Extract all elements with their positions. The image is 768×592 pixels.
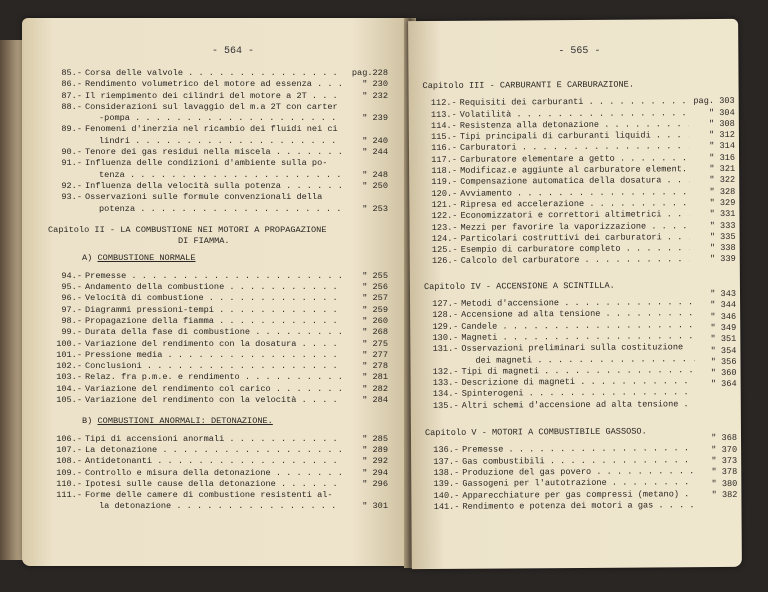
entry-title: Compensazione automatica della dosatura . . .: [457, 176, 689, 189]
entry-page: " 282: [362, 383, 388, 394]
entry-title: Forme delle camere di combustione resistenti al-: [85, 490, 333, 501]
entry-number: 96.-: [61, 293, 82, 304]
entry-number: 105.-: [56, 395, 82, 406]
toc-entry: [425, 399, 695, 412]
entry-page: " 339: [709, 254, 736, 265]
entry-page: " 259: [362, 304, 388, 315]
toc-entry: [48, 79, 388, 90]
entry-page: " 285: [362, 433, 388, 444]
entry-page: " 281: [362, 372, 388, 383]
entry-page: " 240: [362, 135, 388, 146]
entry-title: Premesse . . .: [82, 271, 342, 282]
toc-entry: [48, 445, 388, 456]
toc-entry: [48, 456, 388, 467]
entry-title: Carburatori . . .: [457, 142, 689, 155]
entry-title: Variazione del rendimento con la dosatura . . .: [82, 339, 342, 350]
toc-entry-continued: [48, 501, 388, 512]
entry-number: 137.-: [433, 456, 460, 467]
entry-title: Velocità di combustione . . .: [82, 293, 342, 304]
toc-entry: [48, 305, 388, 316]
entry-page: pag.228: [351, 68, 388, 78]
entry-title: Rendimento volumetrico del motore ad essenza . . .: [82, 79, 342, 90]
entry-page: " 370: [711, 444, 738, 455]
entry-page: " 343: [710, 288, 737, 300]
entry-page: " 360: [710, 367, 737, 379]
entry-title: Relaz. fra p.m.e. e rendimento . . .: [82, 372, 342, 383]
entry-page: " 329: [709, 197, 736, 209]
entry-title: Tipi di magneti . . .: [459, 365, 695, 378]
entry-title: Durata della fase di combustione . . .: [82, 327, 342, 338]
toc-entry: [425, 500, 695, 513]
entry-number: 86.-: [61, 79, 82, 90]
entry-title: Calcolo del carburatore . . .: [458, 255, 690, 268]
entry-number: 135.-: [432, 400, 459, 411]
entry-number: 109.-: [56, 467, 82, 478]
toc-block: [424, 288, 737, 412]
entry-title: Candele . . .: [458, 320, 694, 333]
toc-entry-continued: [48, 136, 388, 147]
toc-entry: [48, 181, 388, 192]
entry-title: Gassogeni per l'autotrazione . . .: [459, 477, 695, 490]
entry-title: Volatilità . . .: [457, 108, 689, 121]
entry-title: Tenore dei gas residui nella miscela . . .: [82, 147, 342, 158]
toc-entry-continued: [48, 113, 388, 124]
page-ref-column: [696, 289, 737, 391]
entry-page: " 344: [710, 300, 737, 311]
entry-title: Variazione del rendimento col carico . . .: [82, 384, 342, 395]
toc-entry: [48, 68, 388, 79]
entry-number: 95.-: [61, 282, 82, 293]
entry-title: Variazione del rendimento con la velocità . . .: [82, 395, 342, 406]
entry-number: 116.-: [431, 143, 458, 154]
section-heading: [82, 416, 388, 427]
entry-title: Ipotesi sulle cause della detonazione . . .: [82, 479, 342, 490]
entry-number: 92.-: [61, 180, 82, 191]
entry-number: 106.-: [56, 433, 82, 444]
entry-page: " 382: [711, 489, 738, 500]
entry-number: 141.-: [433, 501, 460, 512]
left-page: [22, 18, 410, 566]
entry-page: " 312: [709, 130, 735, 141]
entry-title: Antidetonanti . . .: [82, 456, 342, 467]
entry-number: 100.-: [56, 338, 82, 349]
entry-title: Premesse . . .: [459, 443, 695, 456]
entry-title-cont: la detonazione . . .: [96, 501, 342, 512]
toc-entry: [48, 147, 388, 158]
entry-page: " 373: [711, 455, 738, 466]
entry-page: " 230: [362, 79, 388, 90]
section-title: COMBUSTIONI ANORMALI: DETONAZIONE.: [97, 416, 273, 427]
entry-number: 132.-: [432, 366, 459, 377]
entry-number: 101.-: [56, 349, 82, 360]
entry-page: " 250: [362, 180, 388, 191]
entry-page: " 294: [362, 467, 388, 478]
toc-group: [48, 68, 388, 215]
entry-page: " 289: [362, 444, 388, 455]
toc-entry: [48, 102, 388, 113]
entry-title: Resistenza alla detonazione . . .: [457, 119, 689, 132]
entry-page: " 378: [711, 467, 738, 478]
entry-title-cont: potenza . . .: [96, 204, 342, 215]
entry-page: " 275: [362, 338, 388, 349]
entry-title: Pressione media . . .: [82, 350, 342, 361]
toc-entry: [424, 254, 736, 267]
section-prefix: A): [82, 253, 93, 264]
entry-number: 124.-: [431, 233, 458, 244]
entry-number: 131.-: [432, 344, 459, 355]
entry-number: 129.-: [432, 321, 459, 332]
entry-title: Osservazioni preliminari sulla costituzione: [461, 342, 684, 355]
entry-title-cont: tenza . . .: [96, 170, 342, 181]
entry-number: 115.-: [431, 132, 457, 143]
toc-entry: [48, 327, 388, 338]
entry-number: 90.-: [61, 147, 82, 158]
entry-title: Considerazioni sul lavaggio del m.a 2T con carter: [85, 101, 338, 112]
section-title: COMBUSTIONE NORMALE: [97, 253, 196, 264]
toc-entry-continued: [48, 204, 388, 215]
entry-page: " 351: [710, 334, 737, 345]
entry-title: Rendimento e potenza dei motori a gas . . .: [459, 500, 695, 513]
entry-number: 97.-: [61, 304, 82, 315]
entry-page: " 316: [709, 152, 736, 163]
entry-page: " 244: [362, 147, 388, 158]
toc-entry: [48, 490, 388, 501]
entry-title: Requisiti dei carburanti . . .: [457, 96, 689, 109]
entry-number: 103.-: [56, 372, 82, 383]
entry-number: 98.-: [61, 315, 82, 326]
entry-title: Influenza della velocità sulla potenza . . .: [82, 181, 342, 192]
entry-page: " 301: [362, 501, 388, 512]
entry-page: " 331: [709, 209, 736, 220]
entry-title: Il riempimento dei cilindri del motore a 2T . . .: [82, 91, 342, 102]
entry-number: 125.-: [431, 244, 458, 256]
entry-number: 136.-: [433, 445, 460, 456]
chapter-heading: Capitolo III - CARBURANTI E CARBURAZIONE.: [422, 79, 635, 92]
entry-page: " 292: [362, 456, 388, 467]
toc-entry: [48, 271, 388, 282]
entry-number: 128.-: [432, 310, 459, 321]
entry-page: pag. 303: [693, 96, 735, 107]
entry-title: Corsa delle valvole . . .: [82, 68, 342, 79]
entry-number: 110.-: [56, 478, 82, 489]
entry-page: " 308: [708, 118, 735, 129]
entry-number: 85.-: [61, 68, 82, 78]
entry-title: Carburatore elementare a getto . . .: [457, 153, 689, 166]
entry-title: Altri schemi d'accensione ad alta tensione . . .: [459, 399, 695, 412]
toc-entry: [48, 434, 388, 445]
entry-page: " 314: [709, 141, 736, 152]
entry-title: Economizzatori e correttori altimetrici . . .: [457, 209, 689, 222]
entry-title-cont: dei magneti . . .: [472, 354, 694, 367]
chapter-title-cont: DI FIAMMA.: [178, 236, 230, 247]
entry-title: Gas combustibili . . .: [459, 455, 695, 468]
entry-page: " 284: [362, 395, 388, 406]
entry-number: 94.-: [61, 270, 82, 281]
toc-entry: [48, 384, 388, 395]
entry-title: Produzione del gas povero . . .: [459, 466, 695, 479]
entry-page: " 346: [710, 311, 737, 322]
entry-number: 99.-: [61, 327, 82, 338]
entry-page: " 322: [709, 175, 736, 186]
toc-entry: [48, 350, 388, 361]
entry-page: " 268: [362, 327, 388, 338]
entry-number: 107.-: [56, 444, 82, 455]
entry-page: " 232: [362, 90, 388, 101]
entry-number: 138.-: [433, 467, 460, 478]
entry-number: 114.-: [430, 120, 457, 131]
entry-number: 117.-: [431, 154, 458, 165]
entry-title: Particolari costruttivi dei carburatori . . .: [458, 232, 690, 245]
toc-entry: [48, 361, 388, 372]
entry-title: La detonazione . . .: [82, 445, 342, 456]
entry-number: 119.-: [431, 177, 458, 188]
entry-title: Spinterogeni . . .: [459, 388, 695, 401]
entry-page: " 257: [362, 293, 388, 304]
toc-entry: [48, 192, 388, 203]
entry-title-cont: lindri . . .: [96, 136, 342, 147]
entry-title: Tipi principali di carburanti liquidi . . .: [457, 130, 689, 143]
entry-number: 111.-: [56, 490, 82, 501]
entry-page: " 296: [362, 478, 388, 489]
entry-page: " 260: [362, 315, 388, 326]
entry-title: Apparecchiature per gas compressi (metano) . . .: [459, 489, 695, 502]
entry-page: " 304: [708, 107, 735, 118]
entry-title: Influenza delle condizioni d'ambiente sulla po-: [85, 158, 328, 169]
entry-page: " 338: [709, 243, 736, 254]
entry-page: " 380: [711, 478, 738, 489]
entry-page: " 368: [711, 433, 738, 444]
toc-entry: [48, 468, 388, 479]
chapter-heading: [48, 225, 388, 248]
page-number: - 564 -: [212, 46, 255, 57]
entry-title: Metodi d'accensione . . .: [458, 297, 694, 310]
entry-number: 120.-: [431, 188, 458, 199]
entry-title: Esempio di carburatore completo . . .: [458, 243, 690, 256]
right-page: [408, 19, 742, 569]
entry-title: Tipi di accensioni anormali . . .: [82, 434, 342, 445]
page-number: - 565 -: [558, 45, 601, 58]
entry-number: 130.-: [432, 332, 459, 343]
entry-title: Fenomeni d'inerzia nel ricambio dei fluidi nei ci: [85, 124, 338, 135]
entry-number: 102.-: [56, 361, 82, 372]
entry-number: 87.-: [61, 90, 82, 101]
entry-page: " 278: [362, 361, 388, 372]
page-ref-column: [697, 433, 737, 501]
entry-title: Modificaz.e aggiunte al carburatore element. . . .: [457, 164, 689, 177]
toc-entry: [48, 316, 388, 327]
toc-group: [423, 96, 736, 268]
chapter-heading: Capitolo IV - ACCENSIONE A SCINTILLA.: [423, 280, 615, 292]
entry-title: Conclusioni . . .: [82, 361, 342, 372]
entry-number: 140.-: [433, 490, 460, 501]
entry-number: 113.-: [430, 109, 457, 120]
entry-title: Osservazioni sulle formule convenzionali della: [85, 192, 323, 203]
entry-number: 133.-: [432, 377, 459, 389]
entry-title: Mezzi per favorire la vaporizzazione . . .: [457, 221, 689, 234]
entry-page: " 255: [362, 270, 388, 281]
entry-number: 112.-: [430, 98, 457, 109]
toc-left: [48, 68, 388, 513]
entry-page: " 328: [709, 186, 736, 197]
entry-page: " 248: [362, 169, 388, 180]
entry-number: 108.-: [56, 456, 82, 467]
toc-entry: [48, 339, 388, 350]
toc-entry: [48, 158, 388, 169]
toc-group: [48, 271, 388, 407]
entry-title: Magneti . . .: [458, 331, 694, 344]
entry-page: " 277: [362, 349, 388, 360]
entry-number: 88.-: [61, 101, 82, 112]
section-prefix: B): [82, 416, 93, 427]
toc-group: [48, 434, 388, 513]
chapter-heading: Capitolo V - MOTORI A COMBUSTIBILE GASSOSO.: [424, 426, 647, 439]
entry-title: Propagazione della fiamma . . .: [82, 316, 342, 327]
entry-number: 127.-: [432, 298, 459, 310]
entry-page: " 333: [709, 220, 736, 231]
entry-title-cont: -pompa . . .: [96, 113, 342, 124]
toc-entry: [48, 372, 388, 383]
toc-group: [425, 443, 695, 513]
entry-page: " 335: [709, 231, 736, 242]
toc-entry-continued: [48, 170, 388, 181]
entry-page: " 256: [362, 282, 388, 293]
chapter-title: Capitolo II - LA COMBUSTIONE NEI MOTORI A PROPAGAZIONE: [48, 224, 327, 235]
toc-entry: [48, 293, 388, 304]
entry-number: 122.-: [431, 211, 458, 222]
toc-entry: [48, 124, 388, 135]
entry-number: 123.-: [431, 222, 458, 233]
entry-number: 91.-: [61, 158, 82, 169]
entry-page: " 356: [710, 356, 737, 367]
entry-number: 121.-: [431, 199, 458, 210]
toc-block: [425, 433, 738, 513]
entry-page: " 239: [362, 113, 388, 124]
entry-number: 93.-: [61, 192, 82, 203]
toc-right: [422, 69, 737, 513]
entry-title: Ripresa ed accelerazione . . .: [457, 198, 689, 211]
entry-title: Avviamento . . .: [457, 187, 689, 200]
entry-number: 134.-: [432, 389, 459, 400]
toc-entry: [48, 395, 388, 406]
entry-number: 104.-: [56, 383, 82, 394]
entry-title: Descrizione di magneti . . .: [459, 376, 695, 389]
section-heading: [82, 253, 388, 264]
entry-number: 126.-: [431, 256, 458, 267]
entry-title: Controllo e misura della detonazione . . .: [82, 468, 342, 479]
toc-entry: [48, 282, 388, 293]
entry-page: " 354: [710, 345, 737, 356]
toc-group: [424, 297, 695, 412]
entry-number: 89.-: [61, 124, 82, 135]
entry-number: 139.-: [433, 479, 460, 490]
entry-title: Accensione ad alta tensione . . .: [458, 309, 694, 322]
toc-entry: [48, 479, 388, 490]
entry-page: " 349: [710, 322, 737, 333]
entry-title: Diagrammi pressioni-tempi . . .: [82, 305, 342, 316]
entry-number: 118.-: [431, 165, 458, 177]
entry-page: " 321: [709, 163, 736, 175]
entry-title: Andamento della combustione . . .: [82, 282, 342, 293]
entry-page: " 364: [710, 379, 737, 390]
entry-page: " 253: [362, 203, 388, 214]
toc-entry: [48, 91, 388, 102]
